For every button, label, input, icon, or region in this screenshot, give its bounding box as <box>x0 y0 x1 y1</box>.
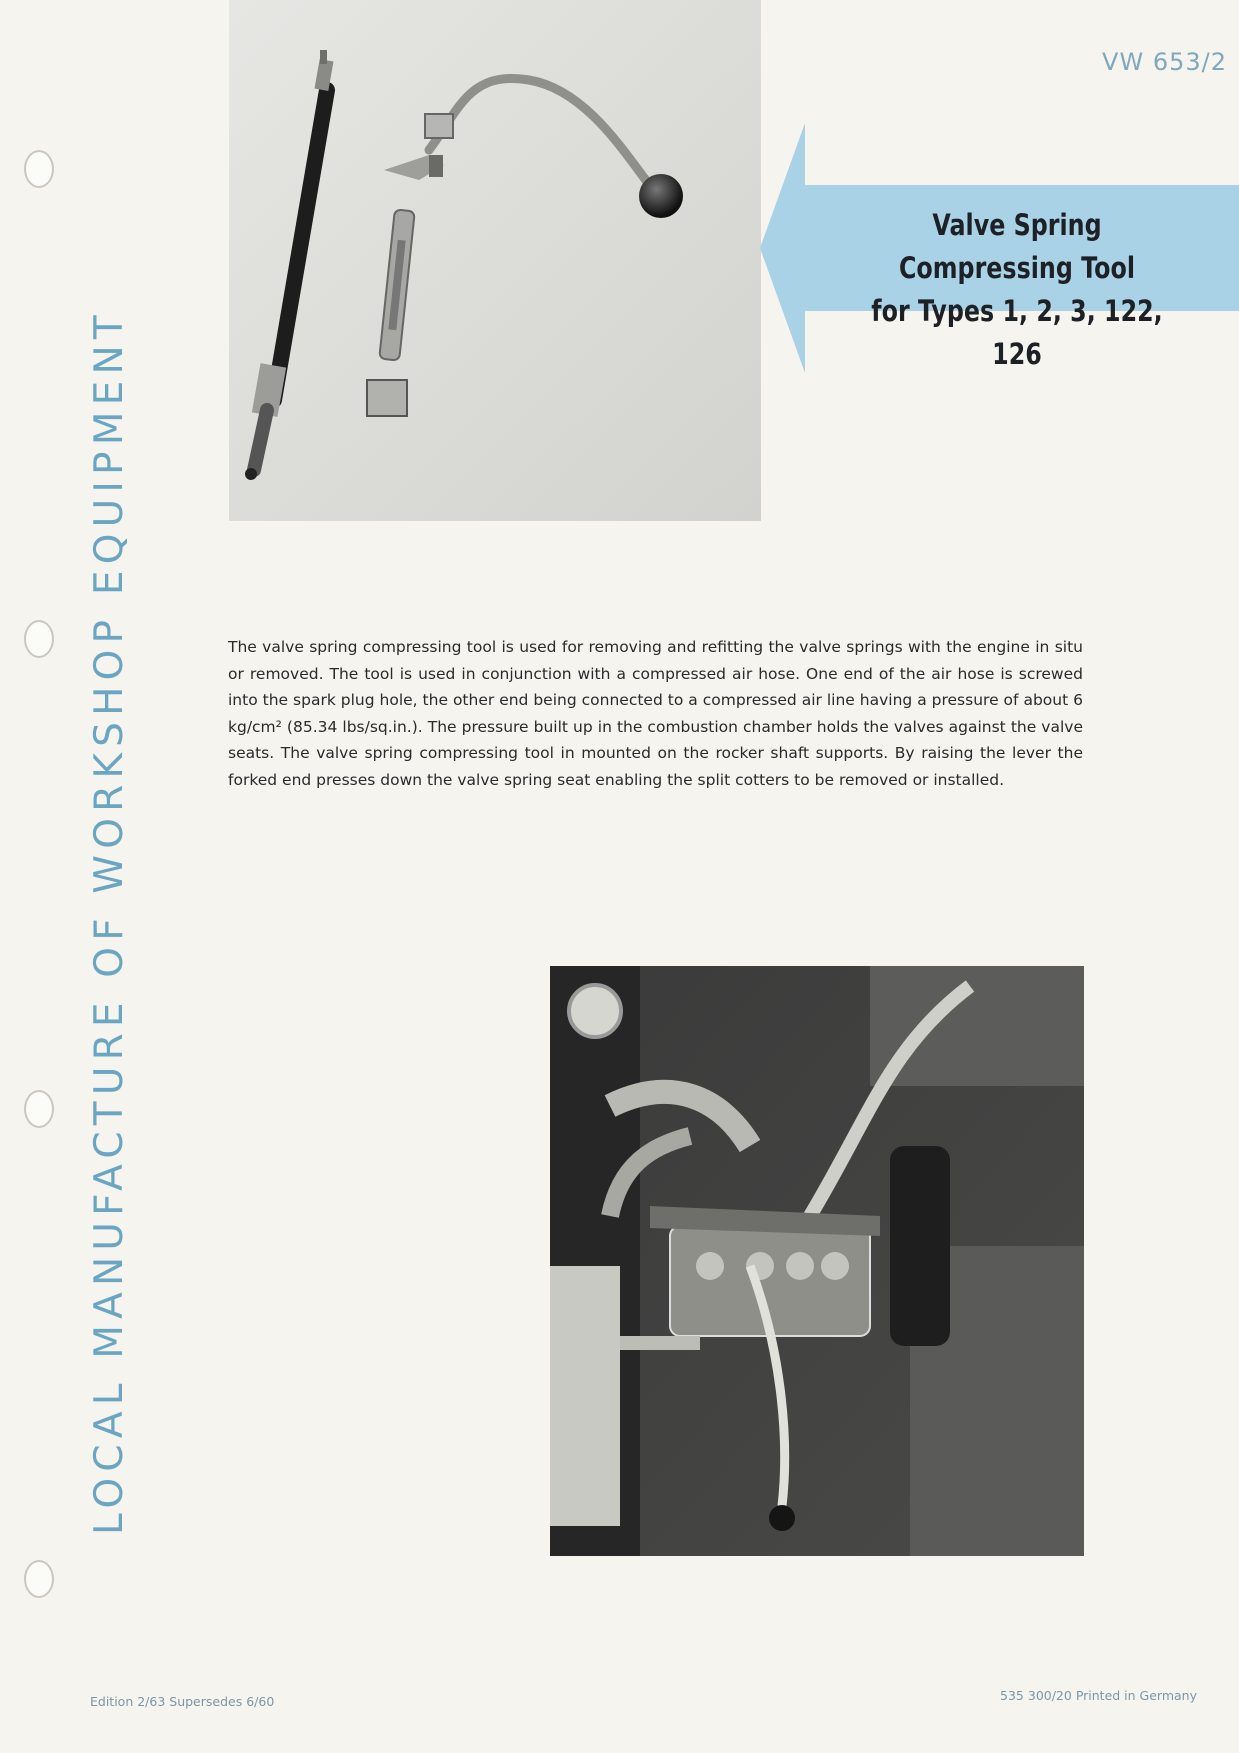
punch-hole <box>24 1560 54 1598</box>
punch-hole <box>24 150 54 188</box>
document-number: VW 653/2 <box>1102 48 1227 76</box>
tool-title-line1: Valve Spring Compressing Tool <box>898 208 1136 285</box>
punch-hole <box>24 1090 54 1128</box>
punch-hole <box>24 620 54 658</box>
tool-photo <box>229 0 761 521</box>
engine-photo <box>550 966 1084 1556</box>
tool-title <box>849 204 1185 376</box>
print-info: 535 300/20 Printed in Germany <box>1000 1688 1197 1703</box>
vertical-section-title: LOCAL MANUFACTURE OF WORKSHOP EQUIPMENT <box>87 309 132 1535</box>
tool-title-line2: for Types 1, 2, 3, 122, 126 <box>871 294 1163 371</box>
description-text: The valve spring compressing tool is used for removing and refitting the valve springs with the engine in situ or removed. The tool is used in conjunction with a compressed air hose. One end of the air hose is screwed into the spark plug hole, the other end being connected to a compressed air line having a pressure of about 6 kg/cm² (85.34 lbs/sq.in.). The pressure built up in the combustion chamber holds the valves against the valve seats. The valve spring compressing tool in mounted on the rocker shaft supports. By raising the lever the forked end presses down the valve spring seat enabling the split cotters to be removed or installed. <box>228 638 1083 789</box>
edition-note: Edition 2/63 Supersedes 6/60 <box>90 1694 275 1709</box>
